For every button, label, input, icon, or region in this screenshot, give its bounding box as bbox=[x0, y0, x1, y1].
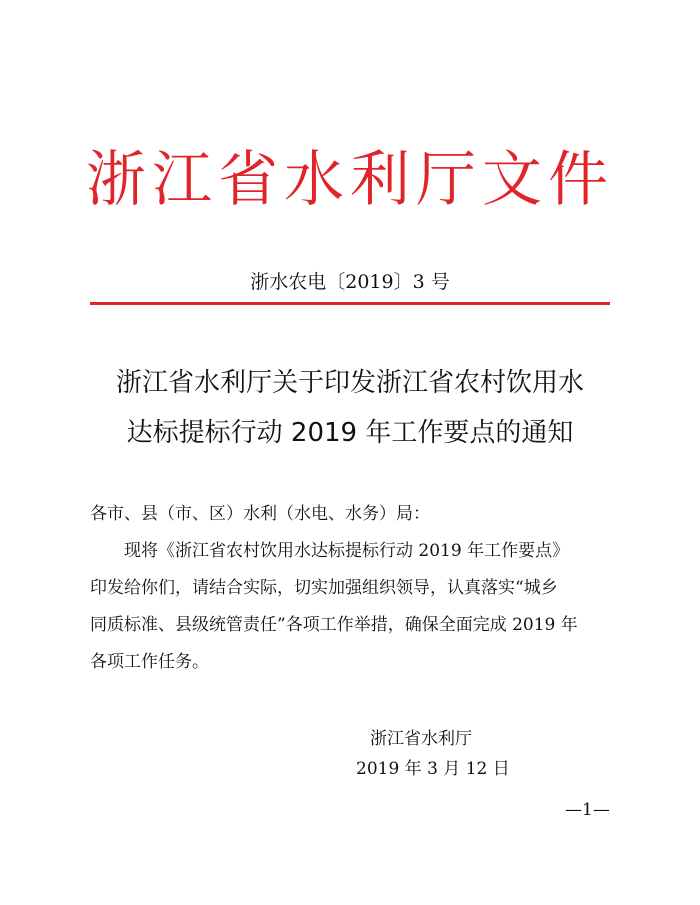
page-number: —1— bbox=[565, 800, 610, 820]
body-paragraph-line-3: 同质标准、县级统管责任”各项工作举措，确保全面完成 2019 年 bbox=[90, 615, 578, 635]
signature-block bbox=[356, 724, 510, 784]
addressee-line: 各市、县（市、区）水利（水电、水务）局： bbox=[90, 504, 430, 524]
signature-organization: 浙江省水利厅 bbox=[370, 729, 472, 749]
red-separator-line bbox=[90, 302, 610, 305]
body-paragraph-line-2: 印发给你们，请结合实际，切实加强组织领导，认真落实“城乡 bbox=[90, 578, 558, 598]
notice-title bbox=[0, 358, 700, 458]
document-header-title: 浙江省水利厅文件 bbox=[86, 145, 614, 215]
signature-date: 2019 年 3 月 12 日 bbox=[356, 759, 510, 779]
notice-body bbox=[90, 496, 618, 681]
document-number: 浙水农电〔2019〕3 号 bbox=[250, 271, 450, 293]
notice-title-line-2: 达标提标行动 2019 年工作要点的通知 bbox=[126, 418, 574, 448]
body-paragraph-line-1: 现将《浙江省农村饮用水达标提标行动 2019 年工作要点》 bbox=[124, 541, 570, 561]
notice-title-line-1: 浙江省水利厅关于印发浙江省农村饮用水 bbox=[115, 368, 584, 398]
body-paragraph-line-4: 各项工作任务。 bbox=[90, 652, 209, 672]
